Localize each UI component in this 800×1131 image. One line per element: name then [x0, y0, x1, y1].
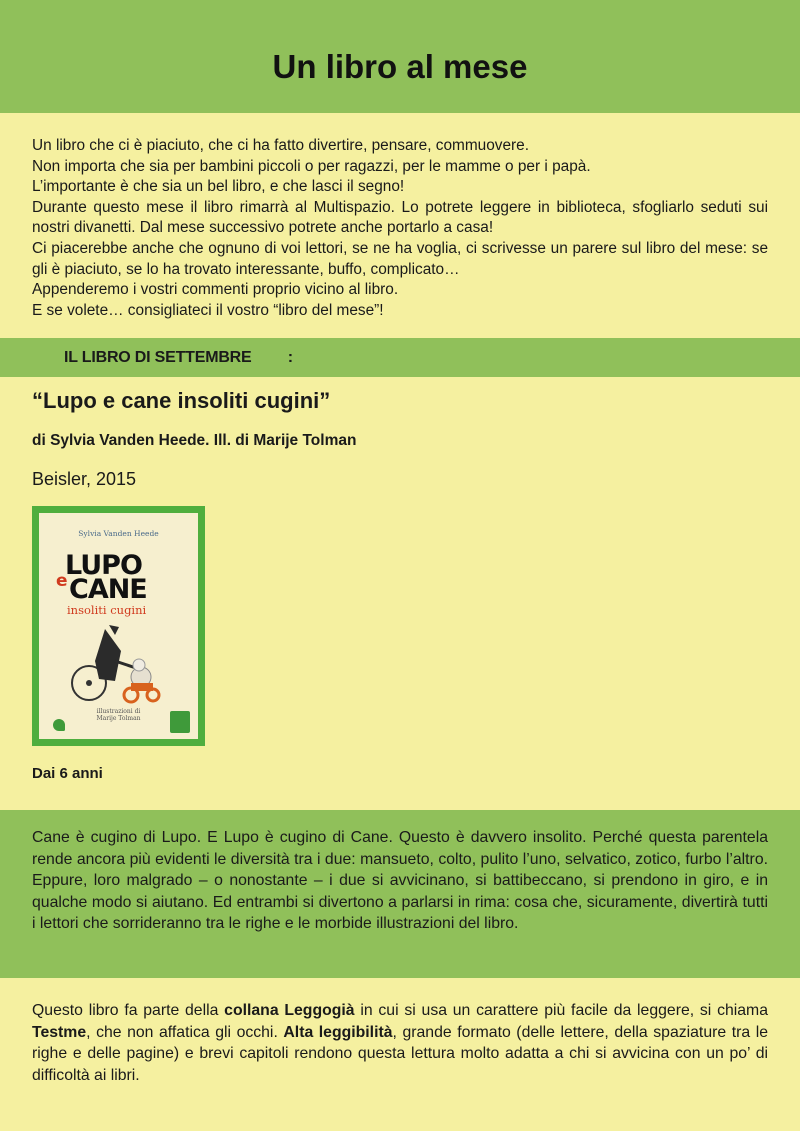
- month-suffix: :: [283, 348, 293, 366]
- publisher-logo-icon: [53, 719, 65, 731]
- month-label: [32, 349, 293, 367]
- month-bar: [0, 338, 800, 377]
- intro-line: Ci piacerebbe anche che ognuno di voi lettori, se ne ha voglia, ci scrivesse un parere sul libro del mese: se gli è piaciuto, se lo ha trovato interessante, buffo, complicato…: [32, 239, 768, 278]
- intro-line: L’importante è che sia un bel libro, e che lasci il segno!: [32, 178, 405, 196]
- readability-label: Alta leggibilità: [283, 1023, 393, 1041]
- series-text-part: in cui si usa un carattere più facile da leggere, si chiama: [354, 1002, 768, 1019]
- cover-conj: e: [56, 571, 68, 591]
- cover-author: Sylvia Vanden Heede: [78, 529, 159, 538]
- age-range: Dai 6 anni: [32, 765, 103, 782]
- synopsis-text: Cane è cugino di Lupo. E Lupo è cugino di Cane. Questo è davvero insolito. Perché questa parentela rende ancora più evidenti le diversità tra i due: mansueto, colto, pulito l’uno, selvatico, zotico, furbo l’altro. Eppure, loro malgrado – o nonostante – i due si avvicinano, si battibeccano, si prendono in giro, e in qualche modo si aiutano. Ed entrambi si divertono a parlarsi in rima: cosa che, sicuramente, divertirà tutti i lettori che sorrideranno tra le righe e le morbide illustrazioni del libro.: [32, 829, 768, 933]
- month-name: IL LIBRO DI SETTEMBRE: [64, 348, 252, 366]
- cover-illustration: [69, 621, 169, 706]
- series-logo-icon: [170, 711, 190, 733]
- intro-line: Non importa che sia per bambini piccoli o per ragazzi, per le mamme o per i papà.: [32, 157, 591, 175]
- book-publisher: Beisler, 2015: [32, 469, 137, 489]
- intro-line: Appenderemo i vostri commenti proprio vicino al libro.: [32, 281, 399, 299]
- intro-text: [32, 136, 768, 321]
- series-name: collana Leggogià: [224, 1002, 355, 1019]
- series-text-part: , grande formato (delle lettere, della spaziature tra le righe e delle pagine) e brevi capitoli rendono questa lettura molto adatta a chi si avvicina con un po’ di difficoltà ai libri.: [32, 1023, 768, 1084]
- cover-inner: [39, 513, 198, 739]
- cover-illustrator-name: Marije Tolman: [96, 715, 141, 722]
- cover-subtitle: insoliti cugini: [67, 603, 147, 617]
- page-title: Un libro al mese: [272, 47, 528, 85]
- intro-line: Un libro che ci è piaciuto, che ci ha fatto divertire, pensare, commuovere.: [32, 137, 530, 154]
- book-title: “Lupo e cane insoliti cugini”: [32, 388, 331, 413]
- cover-word-lupo: LUPO: [65, 550, 142, 581]
- book-author: di Sylvia Vanden Heede. Ill. di Marije Tolman: [32, 432, 357, 449]
- book-cover: [32, 506, 205, 746]
- cover-illustrator-label: illustrazioni di: [96, 708, 141, 715]
- series-text: [32, 1000, 768, 1086]
- header-band: [0, 0, 800, 113]
- series-text-part: Questo libro fa parte della: [32, 1002, 225, 1019]
- intro-line: Durante questo mese il libro rimarrà al Multispazio. Lo potrete leggere in biblioteca, sfogliarlo seduti sui nostri divanetti. Dal mese successivo potrete anche portarlo a casa!: [32, 198, 768, 237]
- font-name: Testme: [32, 1023, 87, 1041]
- series-text-part: , che non affatica gli occhi.: [86, 1023, 284, 1041]
- cover-word-cane: CANE: [69, 574, 147, 605]
- intro-line: E se volete… consigliateci il vostro “libro del mese”!: [32, 301, 384, 319]
